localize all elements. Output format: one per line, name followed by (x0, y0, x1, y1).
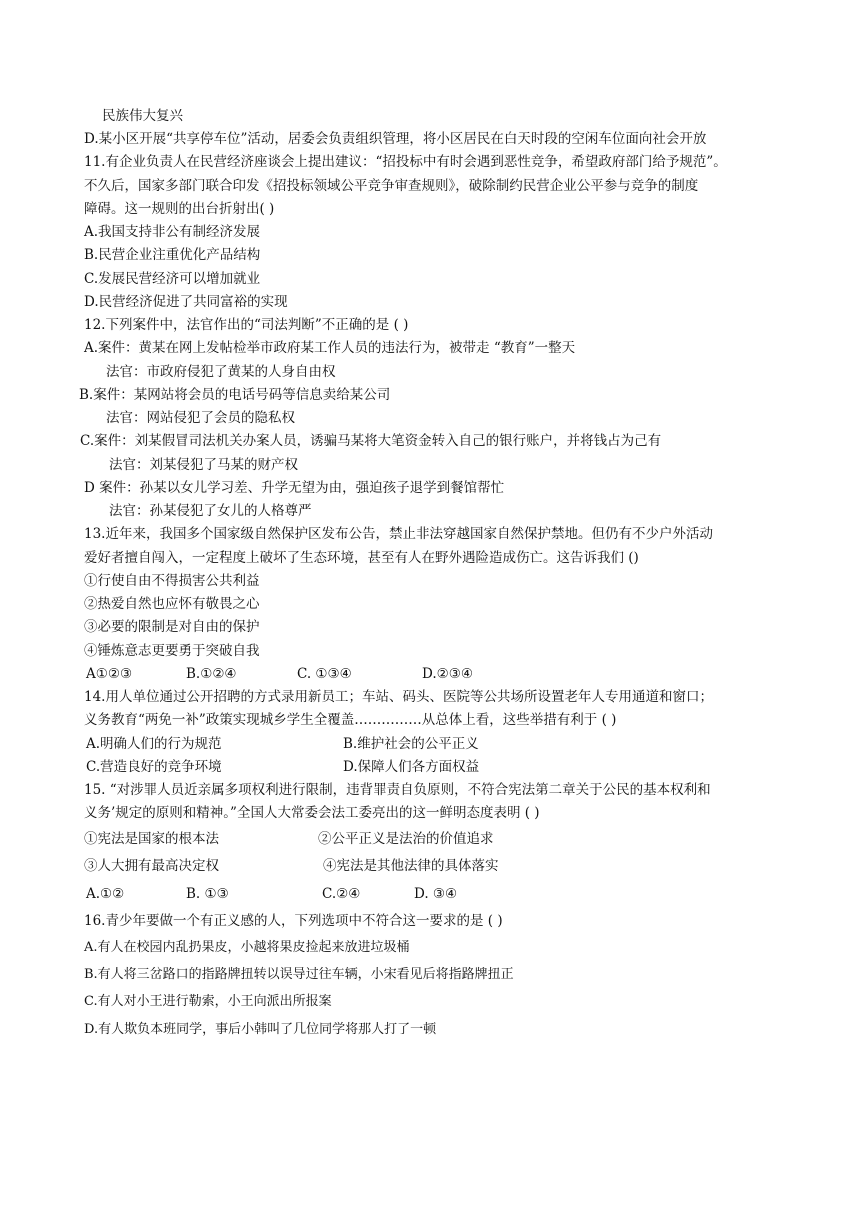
question-13-stem: 13.近年来，我国多个国家级自然保护区发布公告，禁止非法穿越国家自然保护禁地。但仍有不少户外活动 (84, 526, 713, 542)
text-line: 民族伟大复兴 (102, 108, 183, 124)
choice-d: D.②③④ (422, 666, 473, 682)
option-d: D.有人欺负本班同学，事后小韩叫了几位同学将那人打了一顿 (84, 1022, 437, 1037)
question-11-stem: 11.有企业负责人在民营经济座谈会上提出建议：“招投标中有时会遇到恶性竞争，希望政府部门给予规范”。 (84, 154, 727, 170)
question-11-stem: 不久后，国家多部门联合印发《招投标领域公平竞争审查规则》，破除制约民营企业公平参与竞争的制度 (84, 178, 699, 194)
statement-4: ④宪法是其他法律的具体落实 (323, 858, 499, 874)
option-b-judgment: 法官：网站侵犯了会员的隐私权 (106, 410, 295, 426)
question-12-stem: 12.下列案件中，法官作出的“司法判断”不正确的是 ( ) (84, 317, 409, 333)
option-d: D.民营经济促进了共同富裕的实现 (84, 294, 288, 310)
option-b: B.民营企业注重优化产品结构 (84, 247, 261, 263)
choice-a: A.①② (86, 886, 125, 902)
option-c-case: C.案件：刘某假冒司法机关办案人员，诱骗马某将大笔资金转入自己的银行账户，并将钱占为己有 (80, 433, 662, 449)
question-14-stem: 14.用人单位通过公开招聘的方式录用新员工；车站、码头、医院等公共场所设置老年人专用通道和窗口； (84, 689, 713, 705)
choice-a: A①②③ (86, 666, 133, 682)
question-11-stem: 障碍。这一规则的出台折射出( ) (84, 201, 275, 217)
question-14-stem: 义务教育“两免一补”政策实现城乡学生全覆盖……………从总体上看，这些举措有利于 ( ) (84, 712, 617, 728)
option-a: A.明确人们的行为规范 (86, 736, 222, 752)
option-a: A.有人在校园内乱扔果皮，小越将果皮捡起来放进垃圾桶 (84, 940, 410, 955)
option-c: C.有人对小王进行勒索，小王向派出所报案 (84, 994, 332, 1009)
option-c: C.营造良好的竞争环境 (86, 759, 222, 775)
option-a-judgment: 法官：市政府侵犯了黄某的人身自由权 (106, 364, 336, 380)
choice-b: B.①②④ (186, 666, 237, 682)
option-b: B.有人将三岔路口的指路牌扭转以误导过往车辆，小宋看见后将指路牌扭正 (84, 967, 514, 982)
statement-2: ②热爱自然也应怀有敬畏之心 (84, 596, 260, 612)
option-b: B.维护社会的公平正义 (343, 736, 479, 752)
question-15-stem: 义务’规定的原则和精神。”全国人大常委会法工委亮出的这一鲜明态度表明 ( ) (84, 805, 540, 821)
option-d-case: D 案件：孙某以女儿学习差、升学无望为由，强迫孩子退学到餐馆帮忙 (84, 480, 505, 496)
statement-3: ③人大拥有最高决定权 (84, 858, 219, 874)
question-13-stem: 爱好者擅自闯入，一定程度上破坏了生态环境，甚至有人在野外遇险造成伤亡。这告诉我们 () (84, 550, 639, 566)
choice-b: B. ①③ (186, 886, 229, 902)
option-d-judgment: 法官：孙某侵犯了女儿的人格尊严 (109, 503, 312, 519)
statement-1: ①宪法是国家的根本法 (84, 831, 219, 847)
statement-2: ②公平正义是法治的价值追求 (318, 831, 494, 847)
statement-1: ①行使自由不得损害公共利益 (84, 573, 260, 589)
option-a: A.我国支持非公有制经济发展 (84, 224, 261, 240)
option-d: D.保障人们各方面权益 (343, 759, 480, 775)
option-c: C.发展民营经济可以增加就业 (84, 271, 261, 287)
statement-3: ③必要的限制是对自由的保护 (84, 619, 260, 635)
question-16-stem: 16.青少年要做一个有正义感的人，下列选项中不符合这一要求的是 ( ) (84, 913, 503, 929)
question-15-stem: 15. “对涉罪人员近亲属多项权利进行限制，违背罪责自负原则，不符合宪法第二章关于公民的基本权利和 (84, 782, 711, 798)
option-c-judgment: 法官：刘某侵犯了马某的财产权 (109, 457, 298, 473)
choice-c: C. ①③④ (297, 666, 352, 682)
choice-d: D. ③④ (414, 886, 458, 902)
statement-4: ④锤炼意志更要勇于突破自我 (84, 643, 260, 659)
text-line: D.某小区开展“共享停车位”活动，居委会负责组织管理，将小区居民在白天时段的空闲车位面向社会开放 (84, 131, 707, 147)
choice-c: C.②④ (322, 886, 361, 902)
option-a-case: A.案件：黄某在网上发帖检举市政府某工作人员的违法行为，被带走 “教育”一整天 (84, 340, 576, 356)
option-b-case: B.案件：某网站将会员的电话号码等信息卖给某公司 (79, 387, 391, 403)
